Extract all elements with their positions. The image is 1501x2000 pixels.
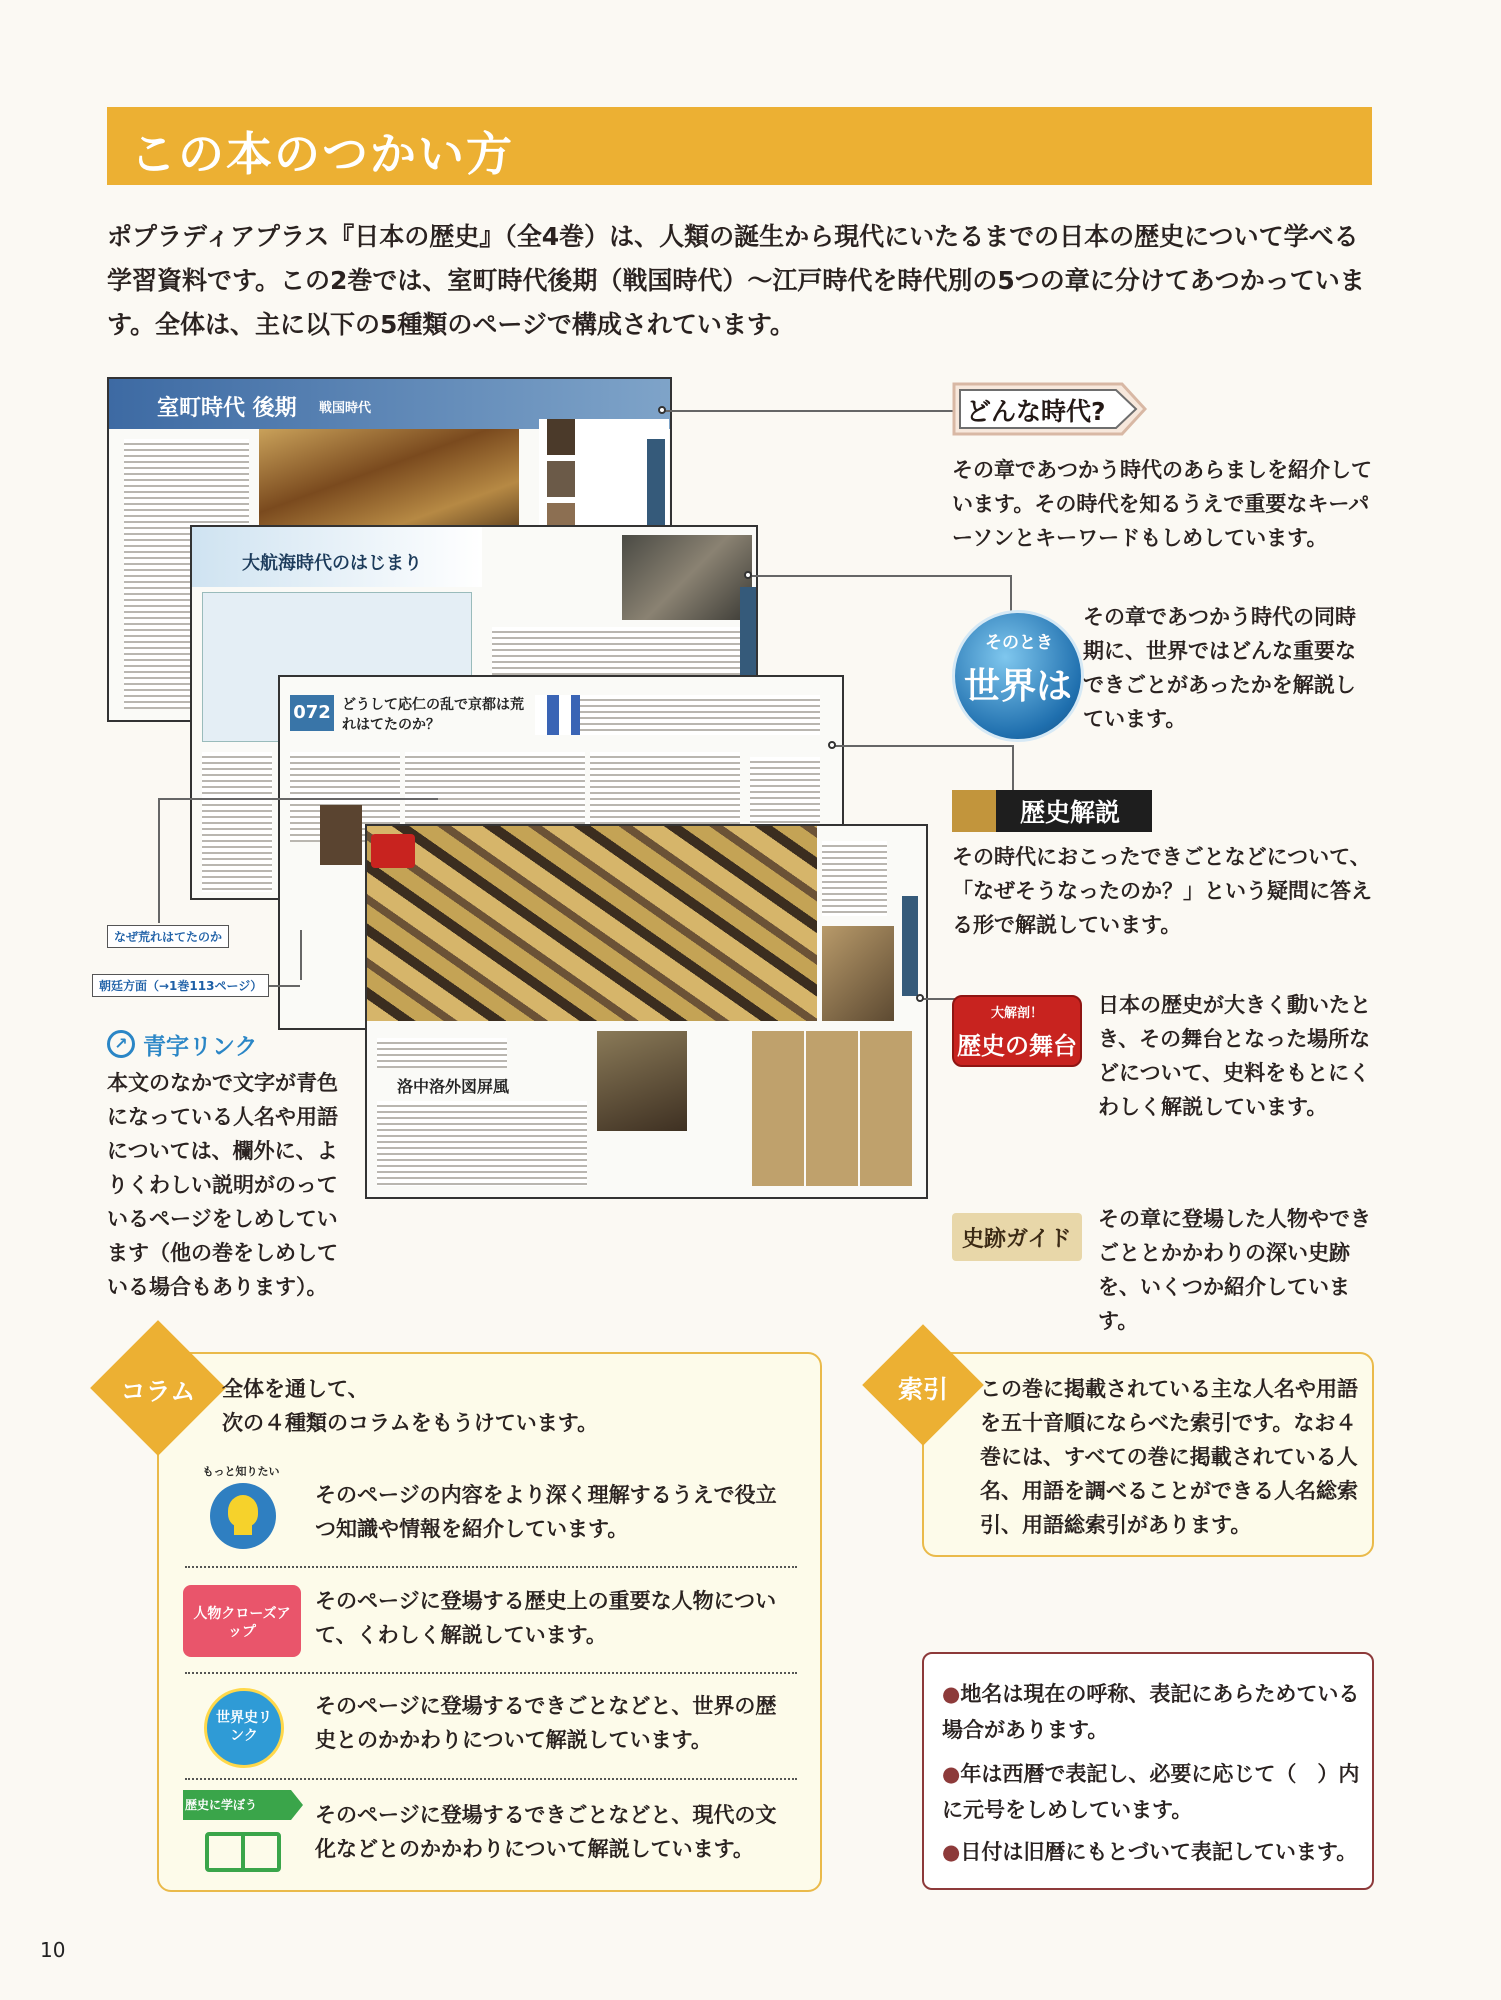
thumbnail-rekishi-no-butai — [365, 824, 928, 1199]
page-title: この本のつかい方 — [130, 127, 514, 181]
donna-jidai-desc: その章であつかう時代のあらましを紹介しています。その時代を知るうえで重要なキーパーソンとキーワードもしめしています。 — [952, 458, 1372, 550]
index-desc: この巻に掲載されている主な人名や用語を五十音順にならべた索引です。なお４巻には、すべての巻に掲載されている人名、用語を調べることができる人名総索引、用語総索引があります。 — [980, 1377, 1358, 1537]
lightbulb-icon — [196, 1463, 286, 1553]
donna-jidai-label: どんな時代? — [966, 397, 1106, 426]
aoji-link-title: 青字リンク — [143, 1034, 258, 1060]
open-book-icon — [183, 1790, 303, 1880]
sekai-wa-label-main: 世界は — [963, 665, 1072, 707]
thumbnail-1-sub: 戦国時代 — [319, 401, 372, 416]
note-years: ●年は西暦で表記し、必要に応じて（ ）内に元号をしめしています。 — [942, 1762, 1360, 1822]
shiseki-guide-desc: その章に登場した人物やできごととかかわりの深い史跡を、いくつか紹介しています。 — [1098, 1207, 1371, 1333]
index-label: 索引 — [897, 1375, 948, 1404]
portrait-1 — [547, 419, 575, 455]
thumbnail-4-header: 洛中洛外図屏風 — [397, 1077, 510, 1096]
motto-shiritai-label: もっと知りたい — [202, 1465, 280, 1478]
sekai-wa-desc: その章であつかう時代の同時期に、世界ではどんな重要なできごとがあったかを解説しています。 — [1083, 605, 1356, 731]
aoji-link-desc: 本文のなかで文字が青色になっている人名や用語については、欄外に、よりくわしい説明がのっているページをしめしています（他の巻をしめしている場合もあります）。 — [107, 1071, 338, 1299]
blue-link-example-2: 朝廷方面（→1巻113ページ） — [92, 974, 269, 997]
rekishi-no-butai-desc: 日本の歴史が大きく動いたとき、その舞台となった場所などについて、史料をもとにくわしく解説しています。 — [1098, 993, 1371, 1119]
thumbnail-2-header: 大航海時代のはじまり — [242, 553, 422, 574]
person-closeup-label: 人物クローズアップ — [193, 1606, 291, 1640]
column-label: コラム — [120, 1377, 196, 1406]
world-history-link-label: 世界史リンク — [216, 1710, 272, 1744]
learn-from-history-label: 歴史に学ぼう — [185, 1798, 258, 1812]
page-number: 10 — [40, 1938, 66, 1962]
world-history-link-icon — [204, 1688, 284, 1768]
rekishi-no-butai-label-top: 大解剖！ — [990, 1006, 1043, 1021]
intro-paragraph: ポプラディアプラス『日本の歴史』（全4巻）は、人類の誕生から現代にいたるまでの日本の歴史について学べる学習資料です。この2巻では、室町時代後期（戦国時代）～江戸時代を時代別の5つの章に分けてあつかっています。全体は、主に以下の5種類のページで構成されています。 — [107, 222, 1365, 339]
butai-mini-badge — [371, 834, 415, 868]
thumbnail-3-header: どうして応仁の乱で京都は荒れはてたのか？ — [342, 697, 524, 733]
rekishi-kaisetsu-desc: その時代におこったできごとなどについて、「なぜそうなったのか？」という疑問に答える形で解説しています。 — [952, 845, 1372, 937]
person-closeup-desc: そのページに登場する歴史上の重要な人物について、くわしく解説しています。 — [315, 1589, 777, 1647]
world-history-link-desc: そのページに登場するできごとなどと、世界の歴史とのかかわりについて解説しています。 — [315, 1694, 777, 1752]
column-intro: 全体を通して、 次の４種類のコラムをもうけています。 — [222, 1377, 599, 1435]
historical-illustration — [622, 535, 752, 620]
folding-screen-painting — [367, 826, 817, 1021]
rekishi-kaisetsu-label: 歴史解説 — [1020, 798, 1121, 827]
shiseki-guide-label: 史跡ガイド — [962, 1227, 1072, 1252]
note-place-names: ●地名は現在の呼称、表記にあらためている場合があります。 — [942, 1682, 1360, 1742]
blue-link-example-1: なぜ荒れはてたのか — [107, 925, 229, 948]
portrait — [320, 805, 362, 865]
portrait-2 — [547, 461, 575, 497]
thumbnail-1-header: 室町時代 後期 — [157, 395, 297, 421]
arrow-link-icon: ↗ — [107, 1030, 135, 1058]
note-dates: ●日付は旧暦にもとづいて表記しています。 — [942, 1840, 1358, 1864]
motto-shiritai-desc: そのページの内容をより深く理解するうえで役立つ知識や情報を紹介しています。 — [315, 1483, 777, 1541]
sekai-wa-label-top: そのとき — [985, 633, 1053, 653]
thumbnail-3-number: 072 — [290, 695, 334, 731]
person-closeup-icon — [183, 1585, 301, 1657]
rekishi-no-butai-label-main: 歴史の舞台 — [957, 1031, 1077, 1060]
learn-from-history-desc: そのページに登場するできごとなどと、現代の文化などとのかかわりについて解説しています。 — [315, 1803, 777, 1861]
